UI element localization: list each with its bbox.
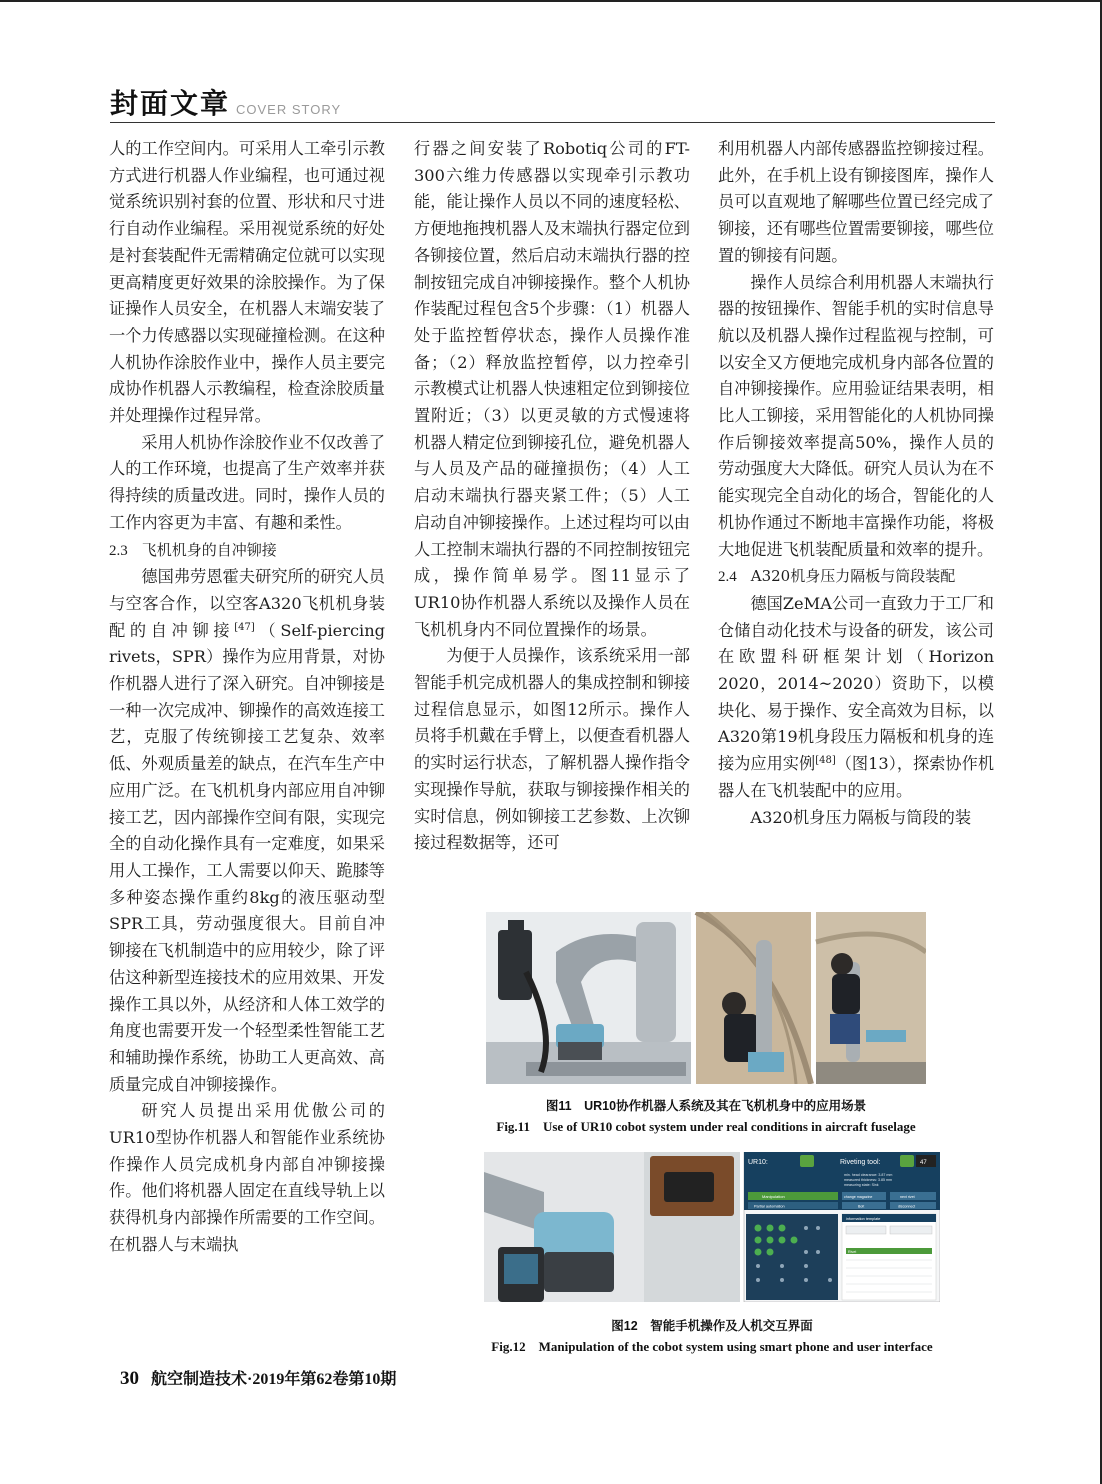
text-column-3	[718, 136, 994, 831]
ui-button-label: Manipulation	[762, 1194, 785, 1199]
ui-button-label: disconnect	[898, 1204, 916, 1209]
paragraph: 研究人员提出采用优傲公司的UR10型协作机器人和智能作业系统协作操作人员完成机身内部自冲铆接操作。他们将机器人固定在直线导轨上以获得机身内部操作所需要的工作空间。在机器人与末端执	[109, 1101, 385, 1254]
top-border	[0, 0, 1102, 2]
section-heading-2-3	[109, 537, 385, 565]
ui-stat: measured thickness: 3.85 mm	[844, 1178, 892, 1182]
ui-count: 47	[920, 1160, 927, 1166]
ui-button-label: Partial automation	[754, 1204, 785, 1209]
paragraph: 为便于人员操作，该系统采用一部智能手机完成机器人的集成控制和铆接过程信息显示，如图12所示。操作人员将手机戴在手臂上，以便查看机器人的实时运行状态，了解机器人操作指令实现操作导航，获取与铆接操作相关的实时信息，例如铆接工艺参数、上次铆接过程数据等，还可	[414, 646, 690, 853]
ui-stat: min. head clearance: 3.87 mm	[844, 1173, 893, 1177]
ui-stat: measuring state: Sink	[844, 1183, 879, 1187]
paragraph: 操作人员综合利用机器人末端执行器的按钮操作、智能手机的实时信息导航以及机器人操作过程监视与控制，可以安全又方便地完成机身内部各位置的自冲铆接操作。应用验证结果表明，相比人工铆接，采用智能化的人机协同操作后铆接效率提高50%，操作人员的劳动强度大大降低。研究人员认为在不能实现完全自动化的场合，智能化的人机协作通过不断地丰富操作功能，将极大地促进飞机装配质量和效率的提升。	[718, 272, 994, 559]
text-run: （图13），探索协作机器人在飞机装配中的应用。	[718, 754, 995, 800]
figure-12-image	[484, 1152, 940, 1302]
page-number: 30	[120, 1368, 139, 1389]
journal-name: 航空制造技术·2019年第62卷第10期	[151, 1371, 397, 1388]
ui-tab-label: Rivet	[848, 1250, 857, 1254]
section-title-en: COVER STORY	[236, 102, 342, 117]
header-rule	[110, 122, 995, 123]
paragraph	[718, 591, 994, 805]
ui-button-label: next rivet	[900, 1195, 915, 1199]
section-heading-text: 飞机机身的自冲铆接	[141, 540, 277, 559]
section-number: 2.4	[718, 569, 737, 586]
text-column-2	[414, 136, 690, 857]
reference-mark: [47]	[234, 621, 255, 633]
text-run: 德国ZeMA公司一直致力于工厂和仓储自动化技术与设备的研发，该公司在欧盟科研框架计划（Horizon 2020，2014~2020）资助下，以模块化、易于操作、安全高效为目标，以A320第19机身段压力隔板和机身的连接为应用实例	[718, 593, 994, 774]
section-title: 封面文章	[110, 87, 231, 120]
paragraph: A320机身压力隔板与筒段的装	[750, 807, 972, 827]
paragraph: 采用人机协作涂胶作业不仅改善了人的工作环境，也提高了生产效率并获得持续的质量改进。同时，操作人员的工作内容更为丰富、有趣和柔性。	[109, 432, 385, 532]
page-footer	[120, 1366, 396, 1390]
section-number: 2.3	[109, 542, 128, 559]
figure-11-caption-en: Fig.11 Use of UR10 cobot system under real conditions in aircraft fuselage	[496, 1119, 916, 1134]
paragraph: 人的工作空间内。可采用人工牵引示教方式进行机器人作业编程，也可通过视觉系统识别衬套的位置、形状和尺寸进行自动作业编程。采用视觉系统的好处是衬套装配件无需精确定位就可以实现更高精度更好效果的涂胶操作。为了保证操作人员安全，在机器人末端安装了一个力传感器以实现碰撞检测。在这种人机协作涂胶作业中，操作人员主要完成协作机器人示教编程，检查涂胶质量并处理操作过程异常。	[109, 139, 385, 426]
figure-12-caption-zh: 图12 智能手机操作及人机交互界面	[611, 1319, 813, 1333]
ui-title-right: Riveting tool:	[840, 1159, 881, 1166]
section-heading-text: A320机身压力隔板与筒段装配	[750, 567, 956, 586]
section-heading-2-4	[718, 563, 994, 591]
text-run: 德国弗劳恩霍夫研究所的研究人员与空客合作，以空客A320飞机机身装配的自冲铆接	[109, 567, 385, 640]
page-header	[110, 82, 342, 122]
paragraph	[109, 564, 385, 1098]
ui-panel-title: information template	[846, 1217, 881, 1221]
figure-11-image	[486, 912, 926, 1084]
ui-button-label: change magazine	[844, 1195, 873, 1199]
text-run: （Self-piercing rivets，SPR）操作为应用背景，对协作机器人进行了深入研究。自冲铆接是一种一次完成冲、铆操作的高效连接工艺，克服了传统铆接工艺复杂、效率低、外观质量差的缺点，在汽车生产中应用广泛。在飞机机身内部应用自冲铆接工艺，因内部操作空间有限，实现完全的自动化操作具有一定难度，如果采用人工操作，工人需要以仰天、跪膝等多种姿态操作重约8kg的液压驱动型SPR工具，劳动强度很大。目前自冲铆接在飞机制造中的应用较少，除了评估这种新型连接技术的应用效果、开发操作工具以外，从经济和人体工效学的角度也需要开发一个轻型柔性智能工艺和辅助操作系统，协助工人更高效、高质量完成自冲铆接操作。	[109, 620, 386, 1094]
paragraph: 利用机器人内部传感器监控铆接过程。此外，在手机上设有铆接图库，操作人员可以直观地了解哪些位置已经完成了铆接，还有哪些位置需要铆接，哪些位置的铆接有问题。	[718, 139, 994, 265]
ui-title-left: UR10:	[748, 1159, 768, 1166]
ui-button-label: Bolt	[858, 1204, 865, 1209]
text-column-1	[109, 136, 385, 1259]
paragraph: 行器之间安装了Robotiq公司的FT-300六维力传感器以实现牵引示教功能，能让操作人员以不同的速度轻松、方便地拖拽机器人及末端执行器定位到各铆接位置，然后启动末端执行器的控制按钮完成自冲铆接操作。整个人机协作装配过程包含5个步骤：（1）机器人处于监控暂停状态，操作人员操作准备；（2）释放监控暂停，以力控牵引示教模式让机器人快速粗定位到铆接位置附近；（3）以更灵敏的方式慢速将机器人精定位到铆接孔位，避免机器人与人员及产品的碰撞损伤；（4）人工启动末端执行器夹紧工件；（5）人工启动自冲铆接操作。上述过程均可以由人工控制末端执行器的不同控制按钮完成，操作简单易学。图11显示了UR10协作机器人系统以及操作人员在飞机机身内不同位置操作的场景。	[414, 139, 690, 639]
reference-mark: [48]	[815, 755, 836, 767]
figure-12-caption-en: Fig.12 Manipulation of the cobot system using smart phone and user interface	[491, 1339, 933, 1354]
figure-11-caption-zh: 图11 UR10协作机器人系统及其在飞机机身中的应用场景	[545, 1099, 867, 1113]
